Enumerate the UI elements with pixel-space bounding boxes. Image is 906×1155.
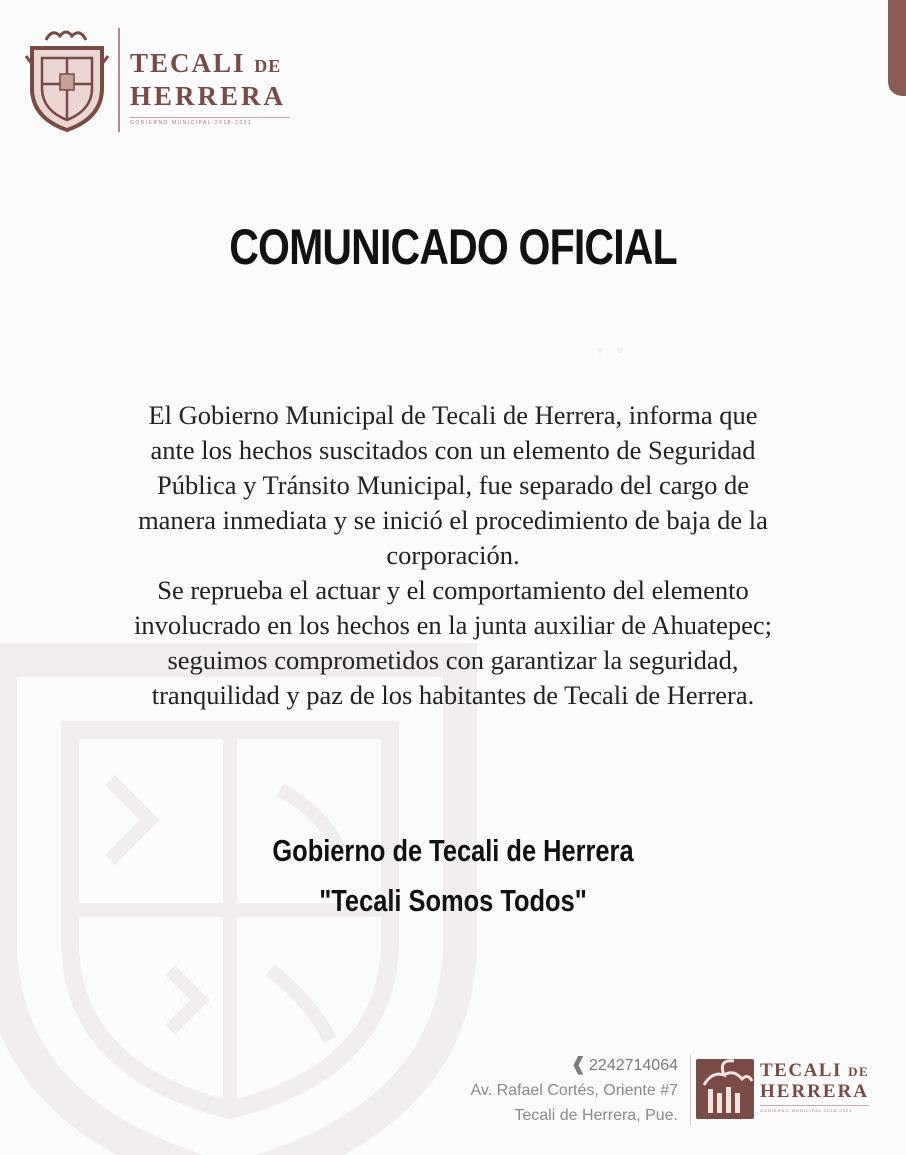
footer-logo-line2: HERRERA [760, 1081, 870, 1102]
body-line: involucrado en los hechos en la junta auxiliar de Ahuatepec; [134, 610, 772, 640]
logo-line1-small: DE [254, 56, 282, 76]
logo-divider [118, 28, 120, 132]
body-line: El Gobierno Municipal de Tecali de Herrera, informa que [148, 400, 758, 430]
page-title: COMUNICADO OFICIAL [229, 219, 677, 275]
footer-contact [400, 1052, 678, 1128]
body-line: manera inmediata y se inició el procedimiento de baja de la [138, 505, 768, 535]
header-logo [24, 26, 290, 134]
body-line: seguimos comprometidos con garantizar la seguridad, [167, 645, 739, 675]
footer-logo-line1: TECALI [760, 1060, 842, 1081]
logo-line2: HERRERA [130, 81, 287, 111]
logo-wordmark [130, 26, 290, 126]
phone-icon: ❰ [570, 1054, 587, 1074]
address-line: Av. Rafael Cortés, Oriente #7 [470, 1082, 678, 1099]
body-line: ante los hechos suscitados con un elemento de Seguridad [150, 435, 756, 465]
corner-accent [888, 0, 906, 96]
body-line: Pública y Tránsito Municipal, fue separado del cargo de [157, 470, 749, 500]
phone-row [400, 1052, 678, 1078]
footer-logo-tagline: GOBIERNO MUNICIPAL 2018-2021 [760, 1105, 869, 1113]
footer-divider [690, 1055, 691, 1125]
body-line: Se reprueba el actuar y el comportamiento del elemento [157, 575, 749, 605]
municipal-shield-icon [24, 26, 110, 134]
footer-logo-line1-small: DE [848, 1064, 870, 1079]
footer-logo [694, 1055, 869, 1123]
logo-rule [130, 117, 290, 118]
logo-tagline: GOBIERNO MUNICIPAL 2018-2021 [130, 120, 253, 126]
body-line: corporación. [386, 540, 520, 570]
communique-body [40, 398, 866, 713]
city-line: Tecali de Herrera, Pue. [514, 1107, 678, 1124]
footer-wordmark [760, 1055, 869, 1113]
body-line: tranquilidad y paz de los habitantes de Tecali de Herrera. [151, 680, 755, 710]
municipal-mark-icon [694, 1055, 756, 1123]
signature-slogan: "Tecali Somos Todos" [319, 883, 587, 918]
logo-line1: TECALI [130, 48, 246, 78]
signature-line1: Gobierno de Tecali de Herrera [272, 833, 634, 868]
dots-watermark-icon [560, 330, 680, 390]
phone-number: 2242714064 [589, 1057, 678, 1074]
signature-block [0, 826, 906, 926]
